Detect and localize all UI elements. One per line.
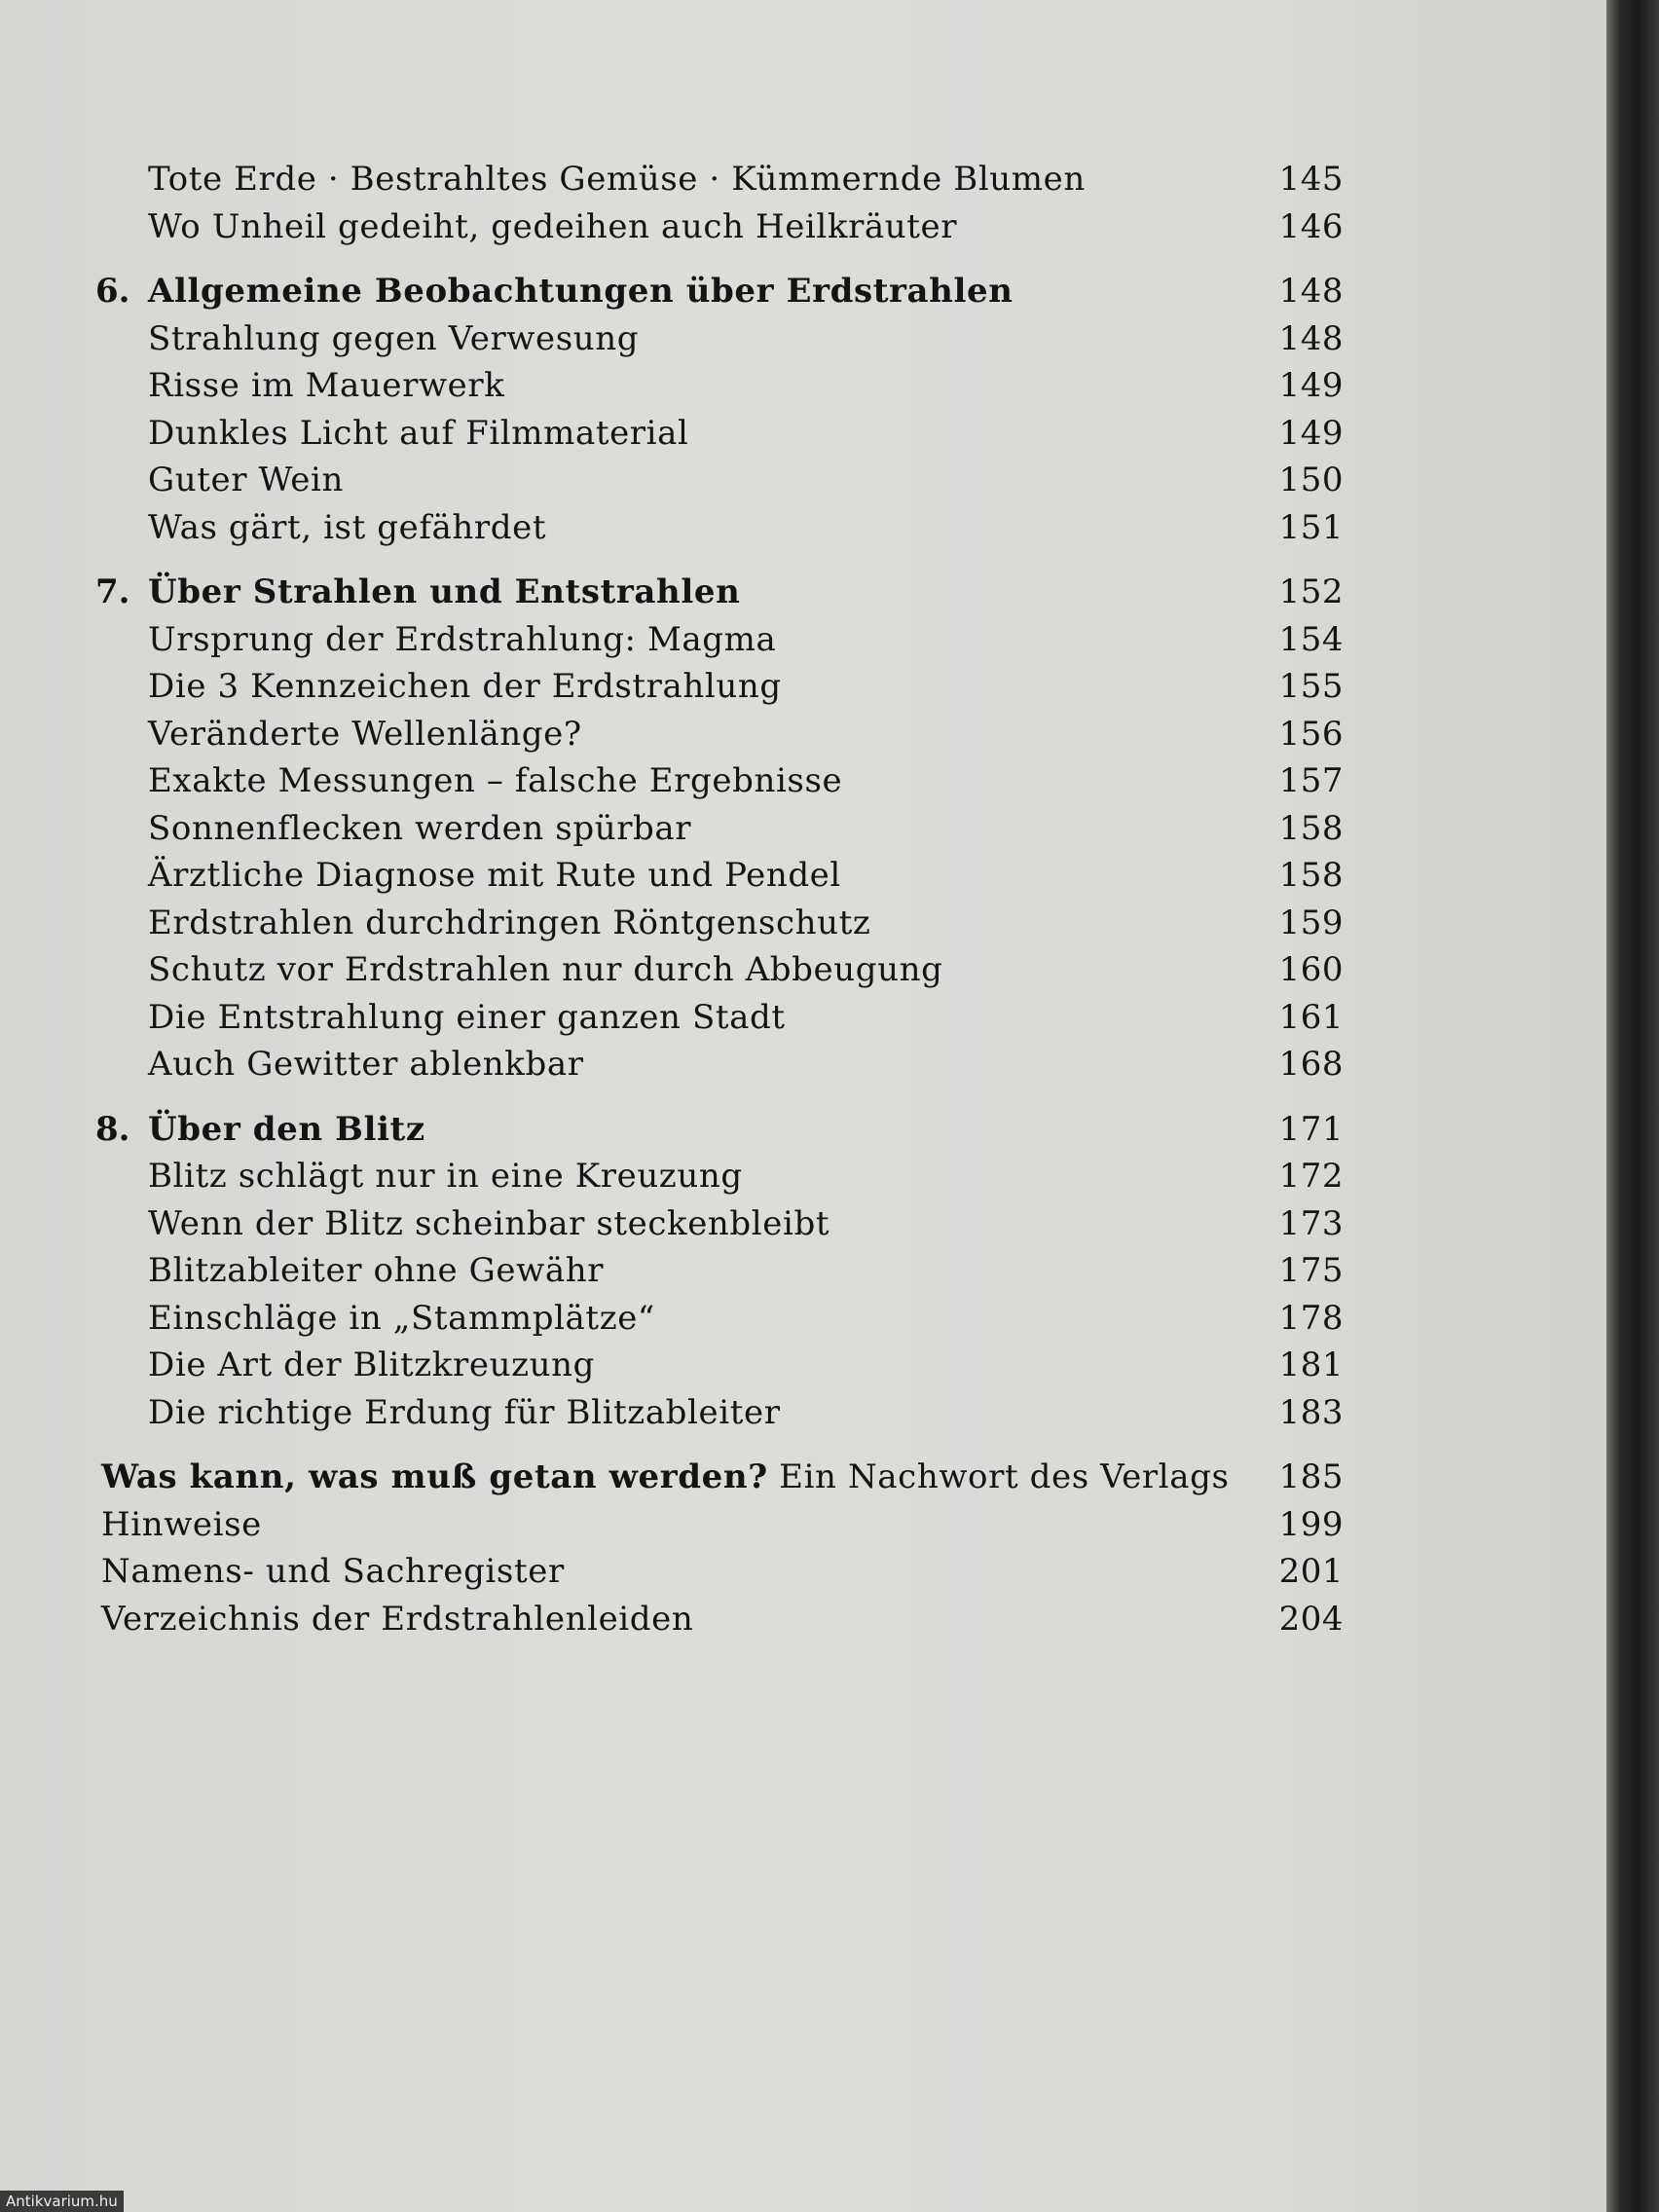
- toc-entry-page: 178: [1278, 1298, 1344, 1338]
- toc-entry: [0, 1342, 1606, 1389]
- section-gap: [0, 250, 1606, 268]
- toc-entry: [0, 156, 1606, 203]
- toc-entry: [0, 1389, 1606, 1437]
- toc-entry: [0, 1041, 1606, 1088]
- toc-entry-title: Blitz schlägt nur in eine Kreuzung: [148, 1157, 743, 1196]
- back-matter-title: [101, 1454, 1230, 1501]
- toc-entry-page: 168: [1278, 1045, 1344, 1084]
- toc-chapter-6: [0, 268, 1606, 315]
- toc-entry: [0, 1247, 1606, 1295]
- toc-entry-title: Was gärt, ist gefährdet: [148, 507, 547, 547]
- toc-entry: [0, 663, 1606, 711]
- toc-entry: [0, 315, 1606, 363]
- watermark: Antikvarium.hu: [0, 2191, 124, 2212]
- toc-entry-page: 149: [1278, 366, 1344, 405]
- toc-entry-title: Wenn der Blitz scheinbar steckenbleibt: [148, 1203, 830, 1243]
- back-matter-page: 201: [1278, 1552, 1344, 1591]
- toc-entry-title: Die richtige Erdung für Blitzableiter: [148, 1392, 781, 1432]
- toc-entry: [0, 852, 1606, 900]
- toc-entry-page: 172: [1278, 1157, 1344, 1196]
- toc-entry-title: Wo Unheil gedeiht, gedeihen auch Heilkräuter: [148, 206, 958, 246]
- toc-entry: [0, 805, 1606, 853]
- toc-entry-title: Guter Wein: [148, 461, 344, 499]
- back-matter-title-rest: Namens- und Sachregister: [101, 1552, 565, 1591]
- toc-entry-page: 159: [1278, 903, 1344, 942]
- toc-entry: [0, 203, 1606, 251]
- toc-entry-page: 145: [1278, 160, 1344, 199]
- back-matter-page: 199: [1278, 1504, 1344, 1544]
- toc-back-matter-index: [0, 1548, 1606, 1596]
- toc-entry-title: Einschläge in „Stammplätze“: [148, 1298, 655, 1338]
- toc-entry-title: Die Entstrahlung einer ganzen Stadt: [148, 997, 786, 1037]
- toc-entry-title: Auch Gewitter ablenkbar: [148, 1045, 584, 1084]
- toc-entry-title: Sonnenflecken werden spürbar: [148, 808, 692, 848]
- toc-entry-page: 149: [1278, 413, 1344, 453]
- toc-entry-page: 181: [1278, 1346, 1344, 1384]
- chapter-number: 7.: [95, 572, 130, 611]
- back-matter-title-rest: Hinweise: [101, 1504, 262, 1544]
- toc-entry: [0, 757, 1606, 805]
- toc-entry-page: 158: [1278, 856, 1344, 895]
- chapter-title: Über Strahlen und Entstrahlen: [148, 572, 741, 611]
- back-matter-title-bold: Was kann, was muß getan werden?: [101, 1457, 768, 1496]
- toc-entry-title: Veränderte Wellenlänge?: [148, 714, 582, 754]
- toc-entry-page: 183: [1278, 1392, 1344, 1432]
- toc-entry-title: Ärztliche Diagnose mit Rute und Pendel: [148, 856, 841, 895]
- toc-entry-title: Die 3 Kennzeichen der Erdstrahlung: [148, 667, 782, 706]
- toc-entry: [0, 362, 1606, 410]
- toc-entry-title: Schutz vor Erdstrahlen nur durch Abbeugung: [148, 950, 943, 989]
- chapter-title: Über den Blitz: [148, 1109, 425, 1149]
- toc-entry-title: Risse im Mauerwerk: [148, 366, 505, 405]
- toc-entry-page: 156: [1278, 714, 1344, 754]
- toc-entry: [0, 900, 1606, 947]
- toc-entry: [0, 616, 1606, 664]
- toc-entry-title: Dunkles Licht auf Filmmaterial: [148, 413, 689, 453]
- chapter-number: 8.: [95, 1109, 130, 1149]
- chapter-number: 6.: [95, 272, 130, 311]
- chapter-title: Allgemeine Beobachtungen über Erdstrahlen: [148, 272, 1014, 311]
- back-matter-page: 204: [1278, 1599, 1344, 1639]
- toc-entry-page: 158: [1278, 808, 1344, 848]
- toc-entry-title: Erdstrahlen durchdringen Röntgenschutz: [148, 903, 871, 942]
- toc-entry-page: 155: [1278, 667, 1344, 706]
- toc-entry: [0, 410, 1606, 458]
- back-matter-page: 185: [1278, 1457, 1344, 1496]
- back-matter-title-rest: Verzeichnis der Erdstrahlenleiden: [101, 1599, 694, 1639]
- toc-entry-title: Exakte Messungen – falsche Ergebnisse: [148, 761, 843, 800]
- chapter-page: 148: [1278, 272, 1344, 311]
- chapter-page: 171: [1278, 1109, 1344, 1149]
- toc-entry-page: 151: [1278, 507, 1344, 547]
- toc-entry: [0, 1200, 1606, 1248]
- toc-entry: [0, 1153, 1606, 1200]
- toc-back-matter-afterword: [0, 1454, 1606, 1501]
- toc-entry-title: Strahlung gegen Verwesung: [148, 318, 640, 358]
- toc-entry: [0, 994, 1606, 1042]
- toc-chapter-8: [0, 1106, 1606, 1154]
- toc-entry: [0, 1295, 1606, 1343]
- toc-back-matter-ailments: [0, 1596, 1606, 1643]
- toc-entry-page: 148: [1278, 318, 1344, 358]
- toc-entry: [0, 504, 1606, 552]
- book-binding-shadow: [1606, 0, 1659, 2212]
- toc-chapter-7: [0, 569, 1606, 616]
- toc-entry-page: 150: [1278, 461, 1344, 499]
- section-gap: [0, 1436, 1606, 1454]
- toc-entry-title: Blitzableiter ohne Gewähr: [148, 1251, 605, 1290]
- toc-entry-page: 154: [1278, 619, 1344, 659]
- back-matter-title: [101, 1501, 262, 1549]
- back-matter-title: [101, 1548, 565, 1596]
- toc-entry-page: 146: [1278, 206, 1344, 246]
- toc-entry: [0, 457, 1606, 504]
- section-gap: [0, 1088, 1606, 1106]
- toc-back-matter-notes: [0, 1501, 1606, 1549]
- section-gap: [0, 551, 1606, 569]
- toc-entry-page: 161: [1278, 997, 1344, 1037]
- toc-entry: [0, 711, 1606, 758]
- toc-entry-page: 157: [1278, 761, 1344, 800]
- toc-entry-title: Die Art der Blitzkreuzung: [148, 1346, 595, 1384]
- toc-entry-title: Tote Erde · Bestrahltes Gemüse · Kümmernde Blumen: [148, 160, 1086, 199]
- chapter-page: 152: [1278, 572, 1344, 611]
- toc-entry-page: 175: [1278, 1251, 1344, 1290]
- back-matter-title-rest: Ein Nachwort des Verlags: [767, 1457, 1230, 1496]
- toc-entry-page: 173: [1278, 1203, 1344, 1243]
- table-of-contents: [0, 156, 1606, 1642]
- toc-entry: [0, 946, 1606, 994]
- back-matter-title: [101, 1596, 693, 1643]
- toc-entry-page: 160: [1278, 950, 1344, 989]
- toc-entry-title: Ursprung der Erdstrahlung: Magma: [148, 619, 777, 659]
